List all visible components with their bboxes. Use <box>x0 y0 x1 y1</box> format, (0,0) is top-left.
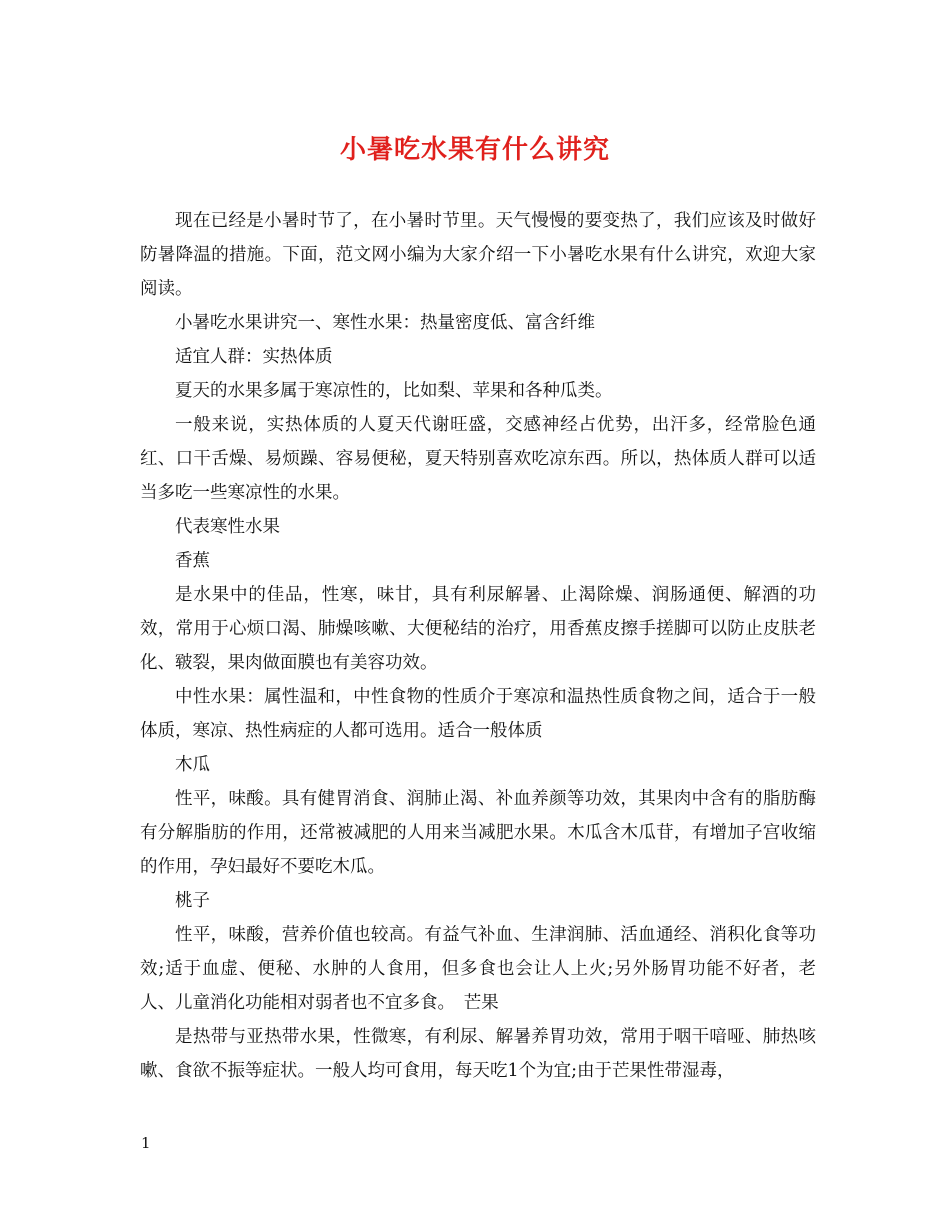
paragraph-banana-text: 是水果中的佳品，性寒，味甘，具有利尿解暑、止渴除燥、润肠通便、解酒的功效，常用于心烦口渴、肺燥咳嗽、大便秘结的治疗，用香蕉皮擦手搓脚可以防止皮肤老化、皲裂，果肉做面膜也有美容功效。 <box>140 585 816 673</box>
paragraph-peach-heading: 桃子 <box>175 891 210 911</box>
paragraph-papaya-heading: 木瓜 <box>175 755 210 775</box>
document-body <box>140 204 816 1088</box>
page-number: 1 <box>141 1134 151 1152</box>
paragraph-neutral-fruit: 中性水果：属性温和，中性食物的性质介于寒凉和温热性质食物之间，适合于一般体质，寒凉、热性病症的人都可选用。适合一般体质 <box>140 687 816 741</box>
paragraph-section-heading-cold-fruit: 小暑吃水果讲究一、寒性水果：热量密度低、富含纤维 <box>175 313 595 333</box>
paragraph-banana-heading: 香蕉 <box>175 551 210 571</box>
paragraph-summer-fruits: 夏天的水果多属于寒凉性的，比如梨、苹果和各种瓜类。 <box>175 381 613 401</box>
paragraph-peach-text: 性平，味酸，营养价值也较高。有益气补血、生津润肺、活血通经、消积化食等功效;适于血虚、便秘、水肿的人食用，但多食也会让人上火;另外肠胃功能不好者，老人、儿童消化功能相对弱者也不宜多食。 芒果 <box>140 925 816 1013</box>
paragraph-intro: 现在已经是小暑时节了，在小暑时节里。天气慢慢的要变热了，我们应该及时做好防暑降温的措施。下面，范文网小编为大家介绍一下小暑吃水果有什么讲究，欢迎大家阅读。 <box>140 211 816 299</box>
document-title: 小暑吃水果有什么讲究 <box>339 135 610 165</box>
paragraph-suitable-group: 适宜人群：实热体质 <box>175 347 333 367</box>
paragraph-papaya-text: 性平，味酸。具有健胃消食、润肺止渴、补血养颜等功效，其果肉中含有的脂肪酶有分解脂肪的作用，还常被减肥的人用来当减肥水果。木瓜含木瓜苷，有增加子宫收缩的作用，孕妇最好不要吃木瓜。 <box>140 789 816 877</box>
paragraph-mango-text: 是热带与亚热带水果，性微寒，有利尿、解暑养胃功效，常用于咽干喑哑、肺热咳嗽、食欲不振等症状。一般人均可食用，每天吃1个为宜;由于芒果性带湿毒， <box>140 1027 816 1081</box>
paragraph-representative-cold-fruits: 代表寒性水果 <box>175 517 280 537</box>
paragraph-hot-constitution: 一般来说，实热体质的人夏天代谢旺盛，交感神经占优势，出汗多，经常脸色通红、口干舌燥、易烦躁、容易便秘，夏天特别喜欢吃凉东西。所以，热体质人群可以适当多吃一些寒凉性的水果。 <box>140 415 816 503</box>
